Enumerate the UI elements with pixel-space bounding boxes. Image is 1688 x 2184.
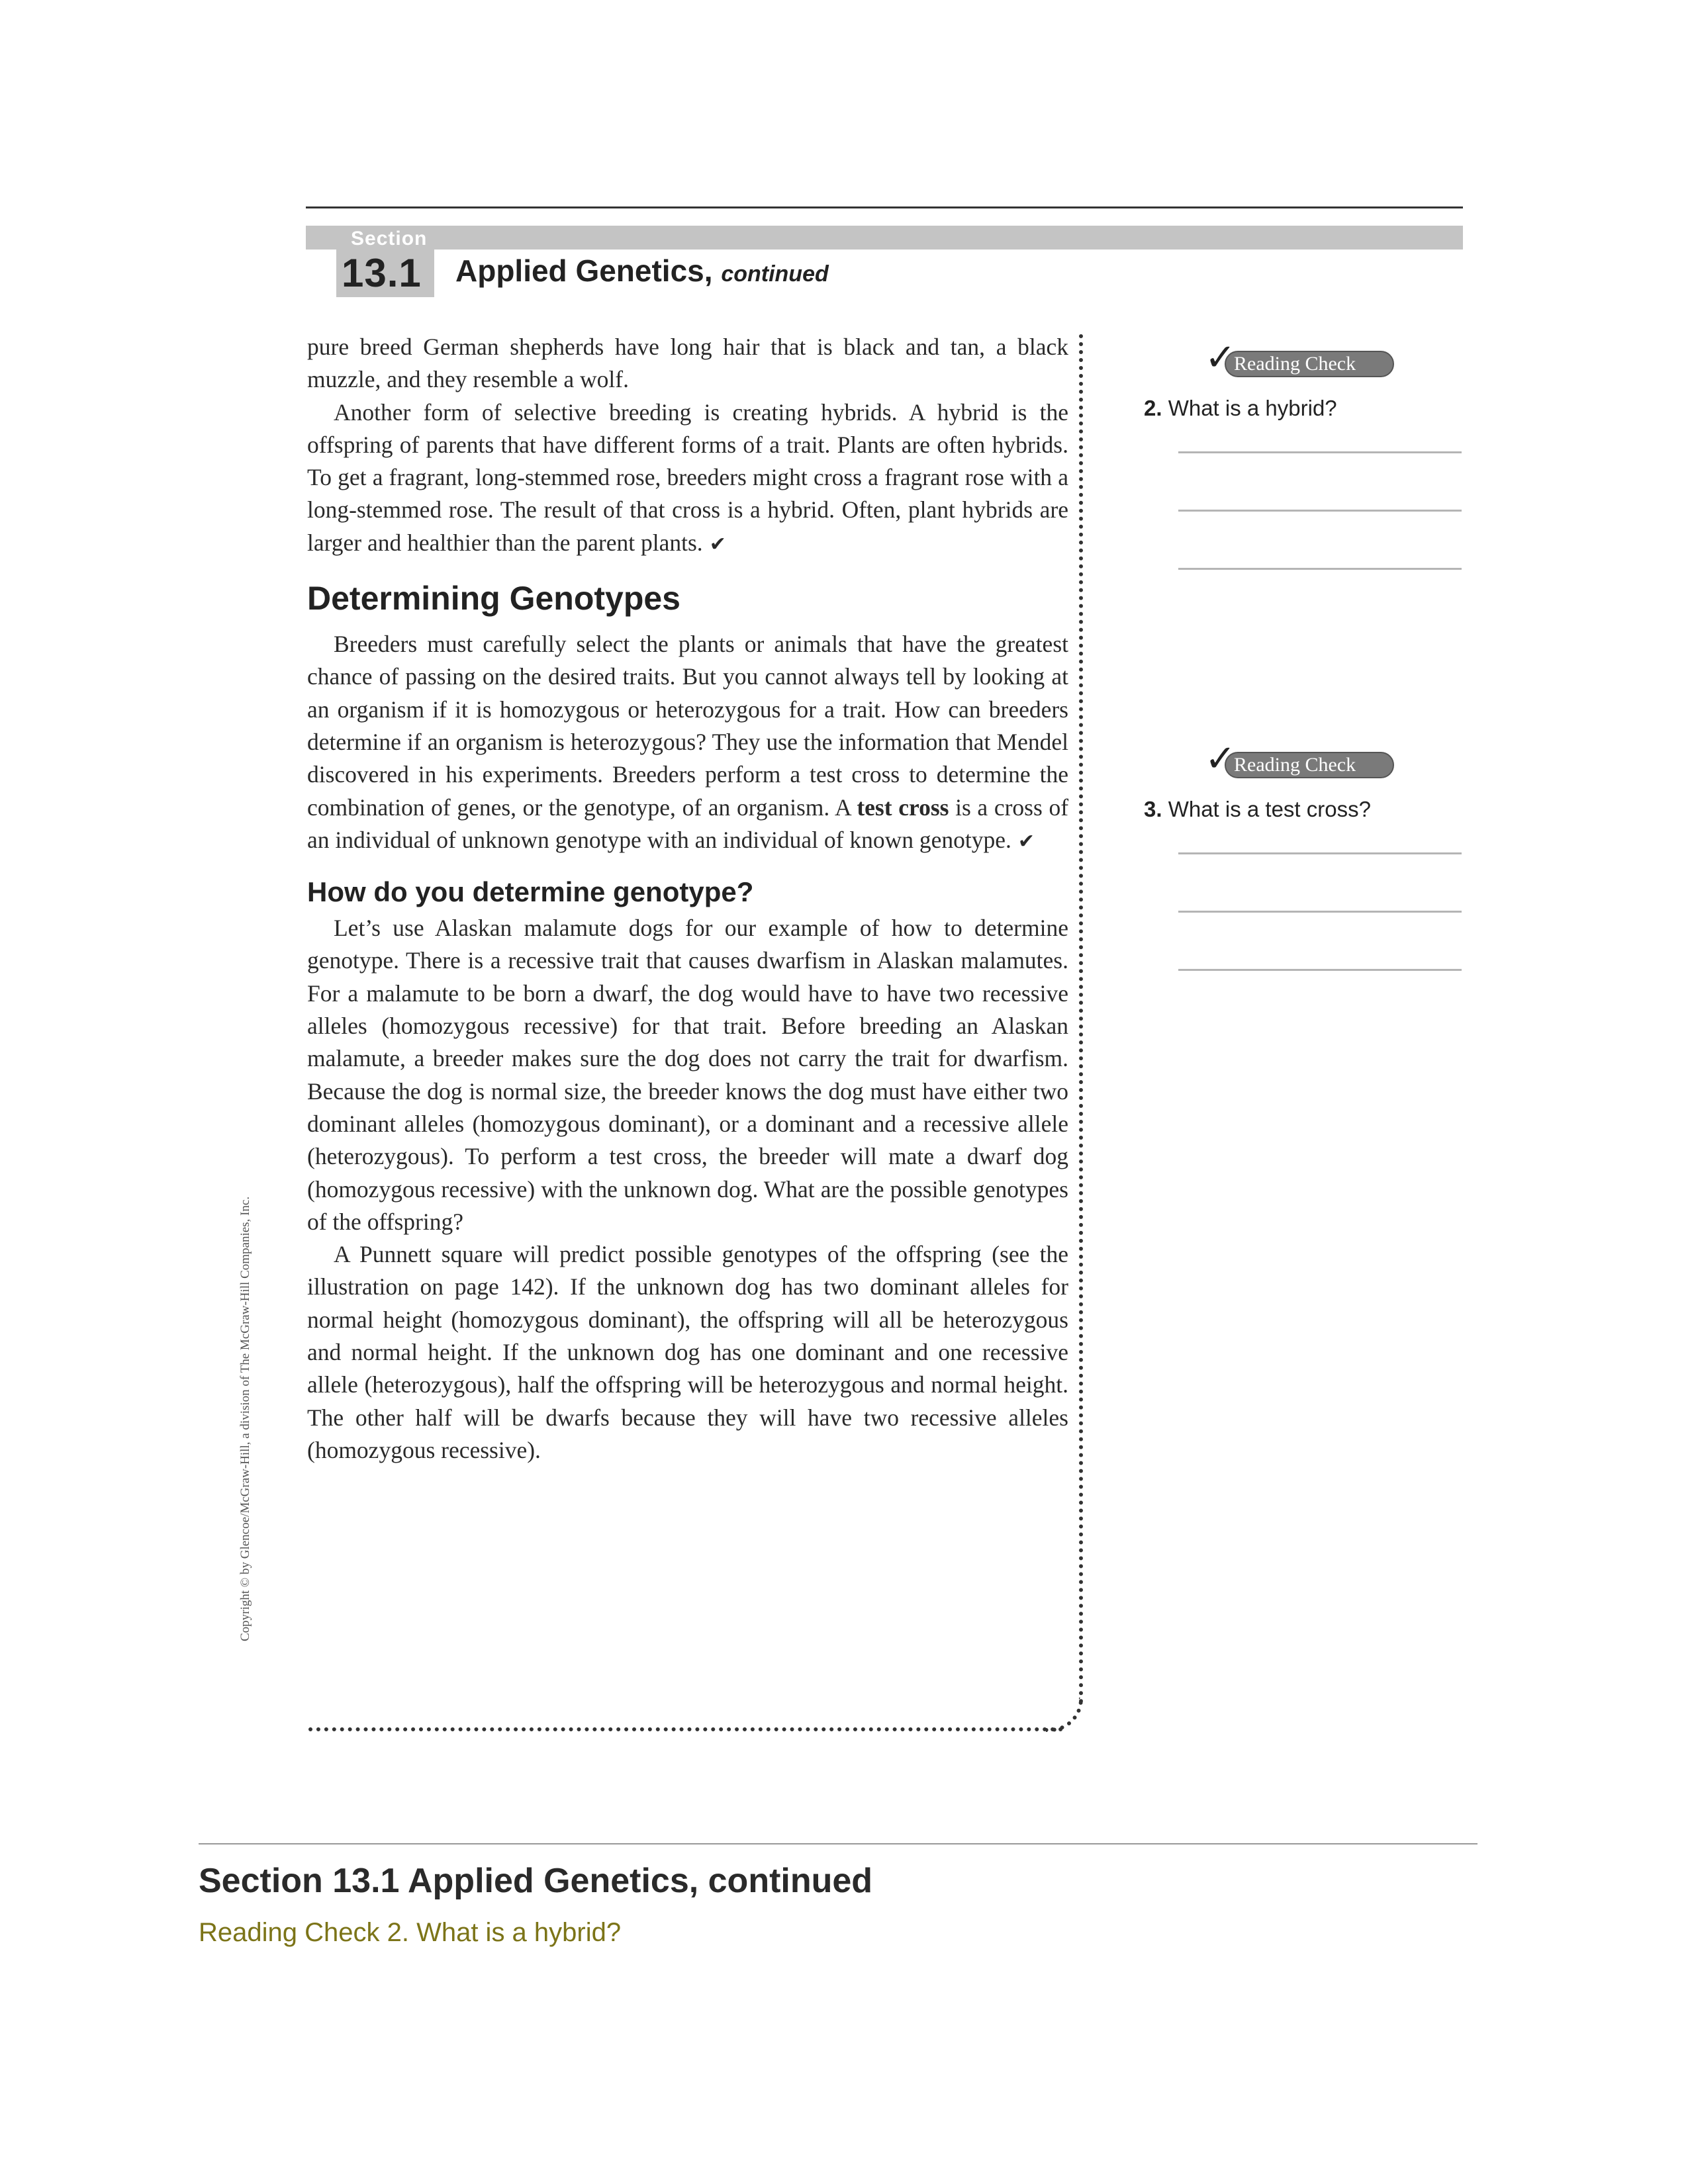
heading-determining-genotypes: Determining Genotypes	[307, 580, 680, 617]
dotted-border-vertical	[1079, 334, 1083, 1704]
paragraph-3-text-b: is a cross of an individual of unknown genotype with an individual of known genotype.	[307, 794, 1069, 853]
paragraph-2	[307, 396, 1068, 561]
paragraph-4: Let’s use Alaskan malamute dogs for our example of how to determine genotype. There is a recessive trait that causes dwarfism in Alaskan malamutes. For a malamute to be born a dwarf, the dog would have to have two recessive alleles (homozygous recessive) for that trait. Before breeding an Alaskan malamute, a breeder makes sure the dog does not carry the trait for dwarfism. Because the dog is normal size, the breeder knows the dog must have either two dominant alleles (homozygous dominant), or a dominant and a recessive allele (heterozygous). To perform a test cross, the breeder will mate a dwarf dog (homozygous recessive) with the unknown dog. What are the possible genotypes of the offspring?	[307, 915, 1068, 1235]
answer-line[interactable]	[1178, 852, 1462, 854]
footer-subtitle: Reading Check 2. What is a hybrid?	[199, 1918, 622, 1947]
reading-check-question	[1144, 396, 1337, 421]
copyright-notice: Copyright © by Glencoe/McGraw-Hill, a division of The McGraw-Hill Companies, Inc.	[238, 1196, 252, 1641]
reading-check-badge	[1205, 737, 1397, 780]
question-text: What is a test cross?	[1168, 797, 1371, 821]
term-test-cross: test cross	[857, 794, 949, 821]
section-title-text: Applied Genetics,	[455, 253, 713, 288]
answer-line[interactable]	[1178, 510, 1462, 512]
section-number: 13.1	[342, 251, 422, 295]
section-word: Section	[351, 228, 428, 250]
reading-check-badge-text: Reading Check	[1234, 353, 1356, 375]
reading-check-badge	[1205, 336, 1397, 379]
reading-check-mark-icon: ✔	[709, 532, 726, 556]
question-number: 2.	[1144, 396, 1162, 420]
section-header-bar	[306, 226, 1463, 250]
paragraph-3-text-a: Breeders must carefully select the plants or animals that have the greatest chance of passing on the desired traits. But you cannot always tell by looking at an organism if it is homozygous or heterozygous for a trait. How can breeders determine if an organism is heterozygous? They use the information that Mendel discovered in his experiments. Breeders perform a test cross to determine the combination of genes, or the genotype, of an organism. A	[307, 631, 1068, 821]
footer-rule	[199, 1843, 1477, 1844]
main-column	[307, 331, 1068, 1467]
section-title-continued: continued	[721, 261, 829, 287]
paragraph-2-text: Another form of selective breeding is creating hybrids. A hybrid is the offspring of parents that have different forms of a trait. Plants are often hybrids. To get a fragrant, long-stemmed rose, breeders might cross a fragrant rose with a long-stemmed rose. The result of that cross is a hybrid. Often, plant hybrids are larger and healthier than the parent plants.	[307, 398, 1068, 556]
paragraph-1: pure breed German shepherds have long hair that is black and tan, a black muzzle, and they resemble a wolf.	[307, 334, 1068, 393]
reading-check-badge-text: Reading Check	[1234, 754, 1356, 776]
question-number: 3.	[1144, 797, 1162, 821]
heading-how-determine-genotype: How do you determine genotype?	[307, 876, 754, 908]
answer-line[interactable]	[1178, 451, 1462, 453]
checkmark-icon: ✓	[1205, 336, 1236, 379]
reading-check-question	[1144, 797, 1371, 822]
reading-check-mark-icon: ✔	[1017, 829, 1035, 853]
footer-title: Section 13.1 Applied Genetics, continued	[199, 1862, 873, 1900]
paragraph-3	[307, 628, 1068, 858]
answer-line[interactable]	[1178, 911, 1462, 913]
top-rule	[306, 206, 1463, 208]
dotted-border-horizontal	[308, 1727, 1063, 1731]
section-title	[455, 253, 829, 289]
checkmark-icon: ✓	[1205, 737, 1236, 780]
answer-line[interactable]	[1178, 568, 1462, 570]
question-text: What is a hybrid?	[1168, 396, 1337, 420]
dotted-border-corner	[1046, 1698, 1083, 1732]
answer-line[interactable]	[1178, 969, 1462, 971]
paragraph-5: A Punnett square will predict possible genotypes of the offspring (see the illustration on page 142). If the unknown dog has two dominant alleles for normal height (homozygous dominant), the offspring will all be heterozygous and normal height. If the unknown dog has one dominant and one recessive allele (heterozygous), half the offspring will be heterozygous and normal height. The other half will be dwarfs because they will have two recessive alleles (homozygous recessive).	[307, 1241, 1068, 1463]
